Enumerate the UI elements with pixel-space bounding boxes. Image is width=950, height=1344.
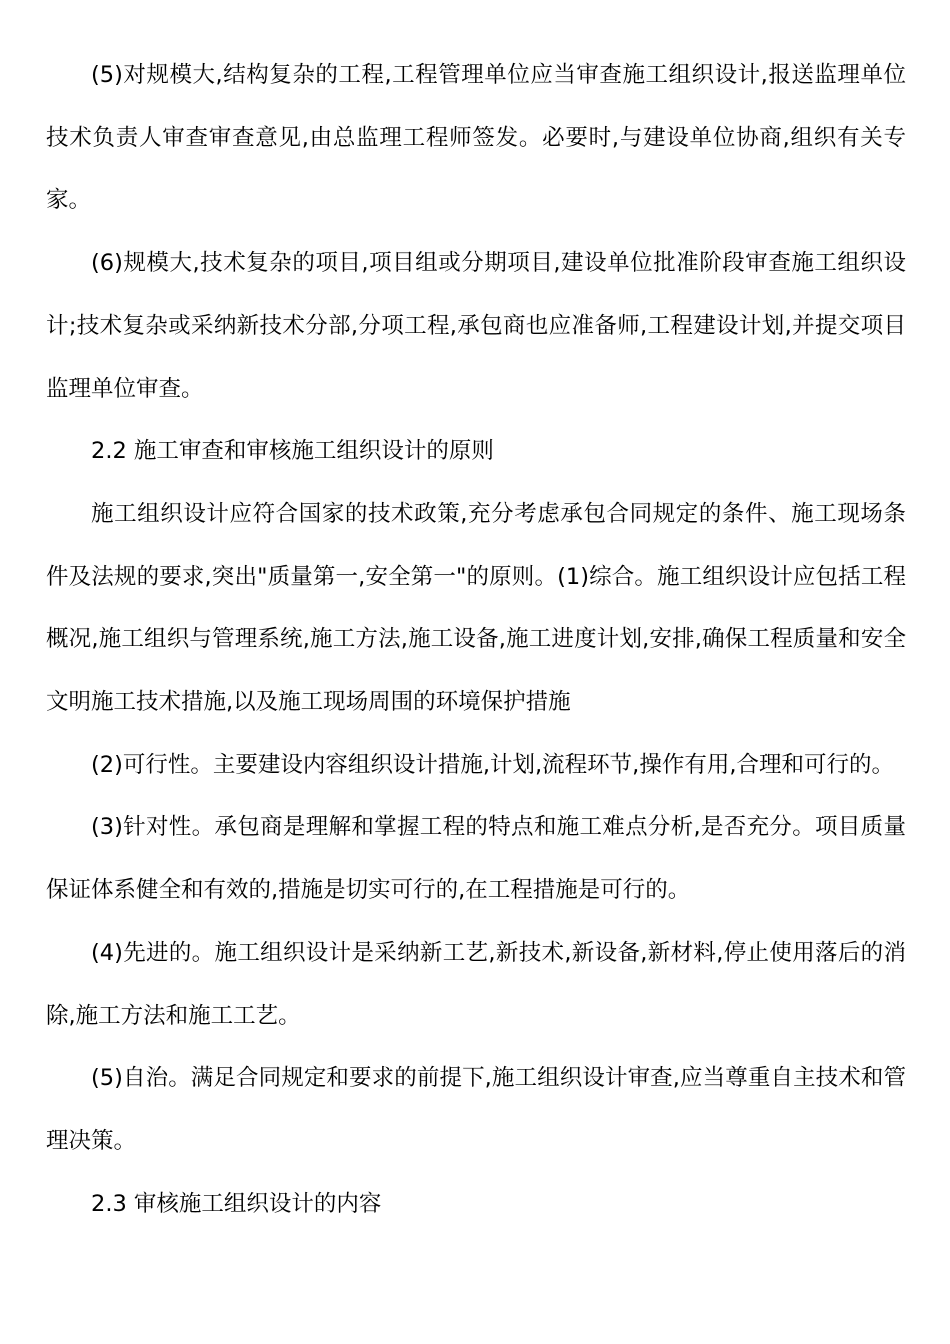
section-heading-2-3: 2.3 审核施工组织设计的内容 bbox=[91, 1190, 382, 1217]
paragraph-5-large-projects: (5)对规模大,结构复杂的工程,工程管理单位应当审查施工组织设计,报送监理单位技术负责人审查审查意见,由总监理工程师签发。必要时,与建设单位协商,组织有关专家。 bbox=[46, 62, 906, 214]
paragraph-advanced: (4)先进的。施工组织设计是采纳新工艺,新技术,新设备,新材料,停止使用落后的消除,施工方法和施工工艺。 bbox=[46, 939, 906, 1029]
paragraph-principles: 施工组织设计应符合国家的技术政策,充分考虑承包合同规定的条件、施工现场条件及法规的要求,突出"质量第一,安全第一"的原则。(1)综合。施工组织设计应包括工程概况,施工组织与管理系统,施工方法,施工设备,施工进度计划,安排,确保工程质量和安全文明施工技术措施,以及施工现场周围的环境保护措施 bbox=[46, 500, 906, 716]
paragraph-autonomy: (5)自治。满足合同规定和要求的前提下,施工组织设计审查,应当尊重自主技术和管理决策。 bbox=[46, 1065, 906, 1154]
document-body bbox=[46, 44, 906, 1235]
section-heading-2-2: 2.2 施工审查和审核施工组织设计的原则 bbox=[91, 438, 494, 465]
paragraph-6-complex-projects: (6)规模大,技术复杂的项目,项目组或分期项目,建设单位批准阶段审查施工组织设计;技术复杂或采纳新技术分部,分项工程,承包商也应准备师,工程建设计划,并提交项目监理单位审查。 bbox=[46, 250, 906, 402]
paragraph-pertinence: (3)针对性。承包商是理解和掌握工程的特点和施工难点分析,是否充分。项目质量保证体系健全和有效的,措施是切实可行的,在工程措施是可行的。 bbox=[46, 814, 906, 904]
paragraph-feasibility: (2)可行性。主要建设内容组织设计措施,计划,流程环节,操作有用,合理和可行的。 bbox=[91, 751, 894, 778]
